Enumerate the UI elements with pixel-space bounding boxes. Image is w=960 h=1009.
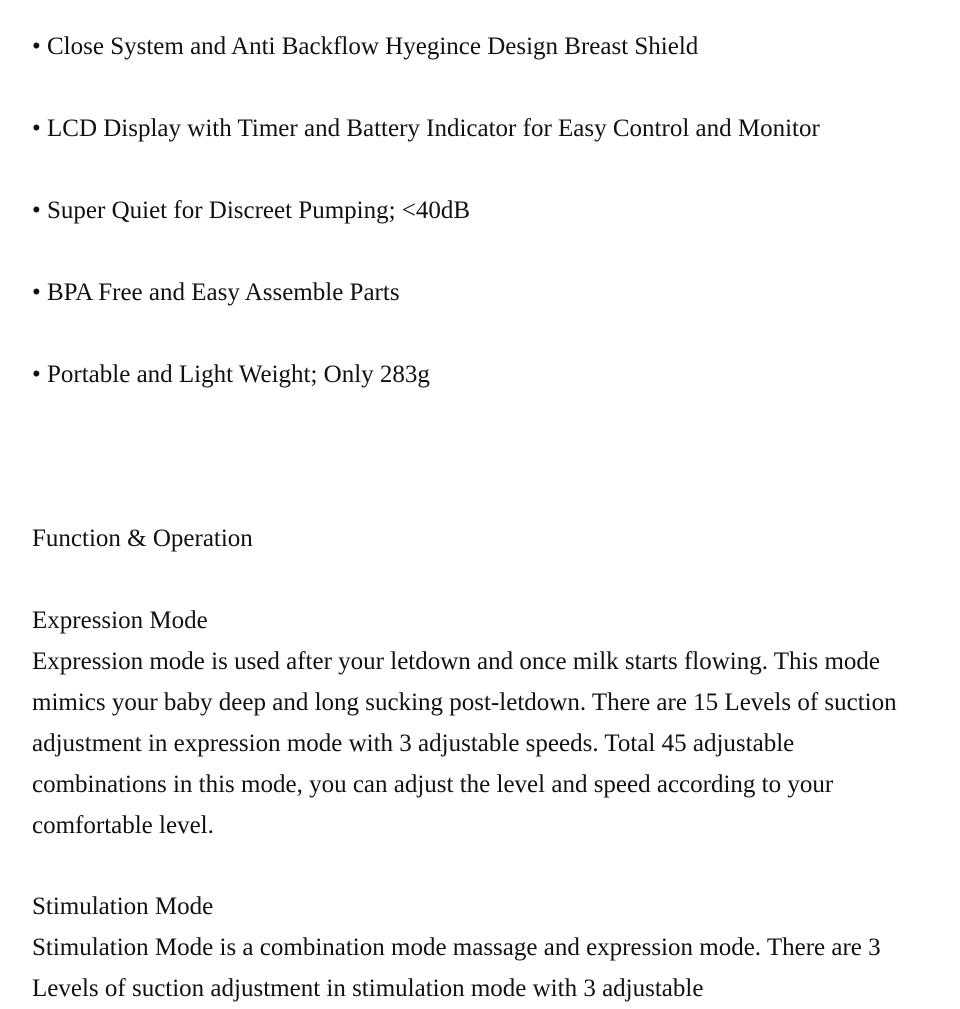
feature-item: • Portable and Light Weight; Only 283g [32,361,430,388]
feature-item: • Super Quiet for Discreet Pumping; <40dB [32,197,471,224]
section-title: Function & Operation [32,525,253,552]
feature-item: • Close System and Anti Backflow Hyegince Design Breast Shield [32,33,699,60]
mode-title: Expression Mode [32,607,208,634]
feature-item: • LCD Display with Timer and Battery Indicator for Easy Control and Monitor [32,115,820,142]
mode-description: Expression mode is used after your letdown and once milk starts flowing. This mode mimics your baby deep and long sucking post-letdown. There are 15 Levels of suction adjustment in expression mode with 3 adjustable speeds. Total 45 adjustable combinations in this mode, you can adjust the level and speed according to your comfortable level. [32,648,897,839]
mode-title: Stimulation Mode [32,893,214,920]
mode-description: Stimulation Mode is a combination mode massage and expression mode. There are 3 Levels of suction adjustment in stimulation mode with 3 adjustable [32,934,881,1002]
feature-item: • BPA Free and Easy Assemble Parts [32,279,400,306]
